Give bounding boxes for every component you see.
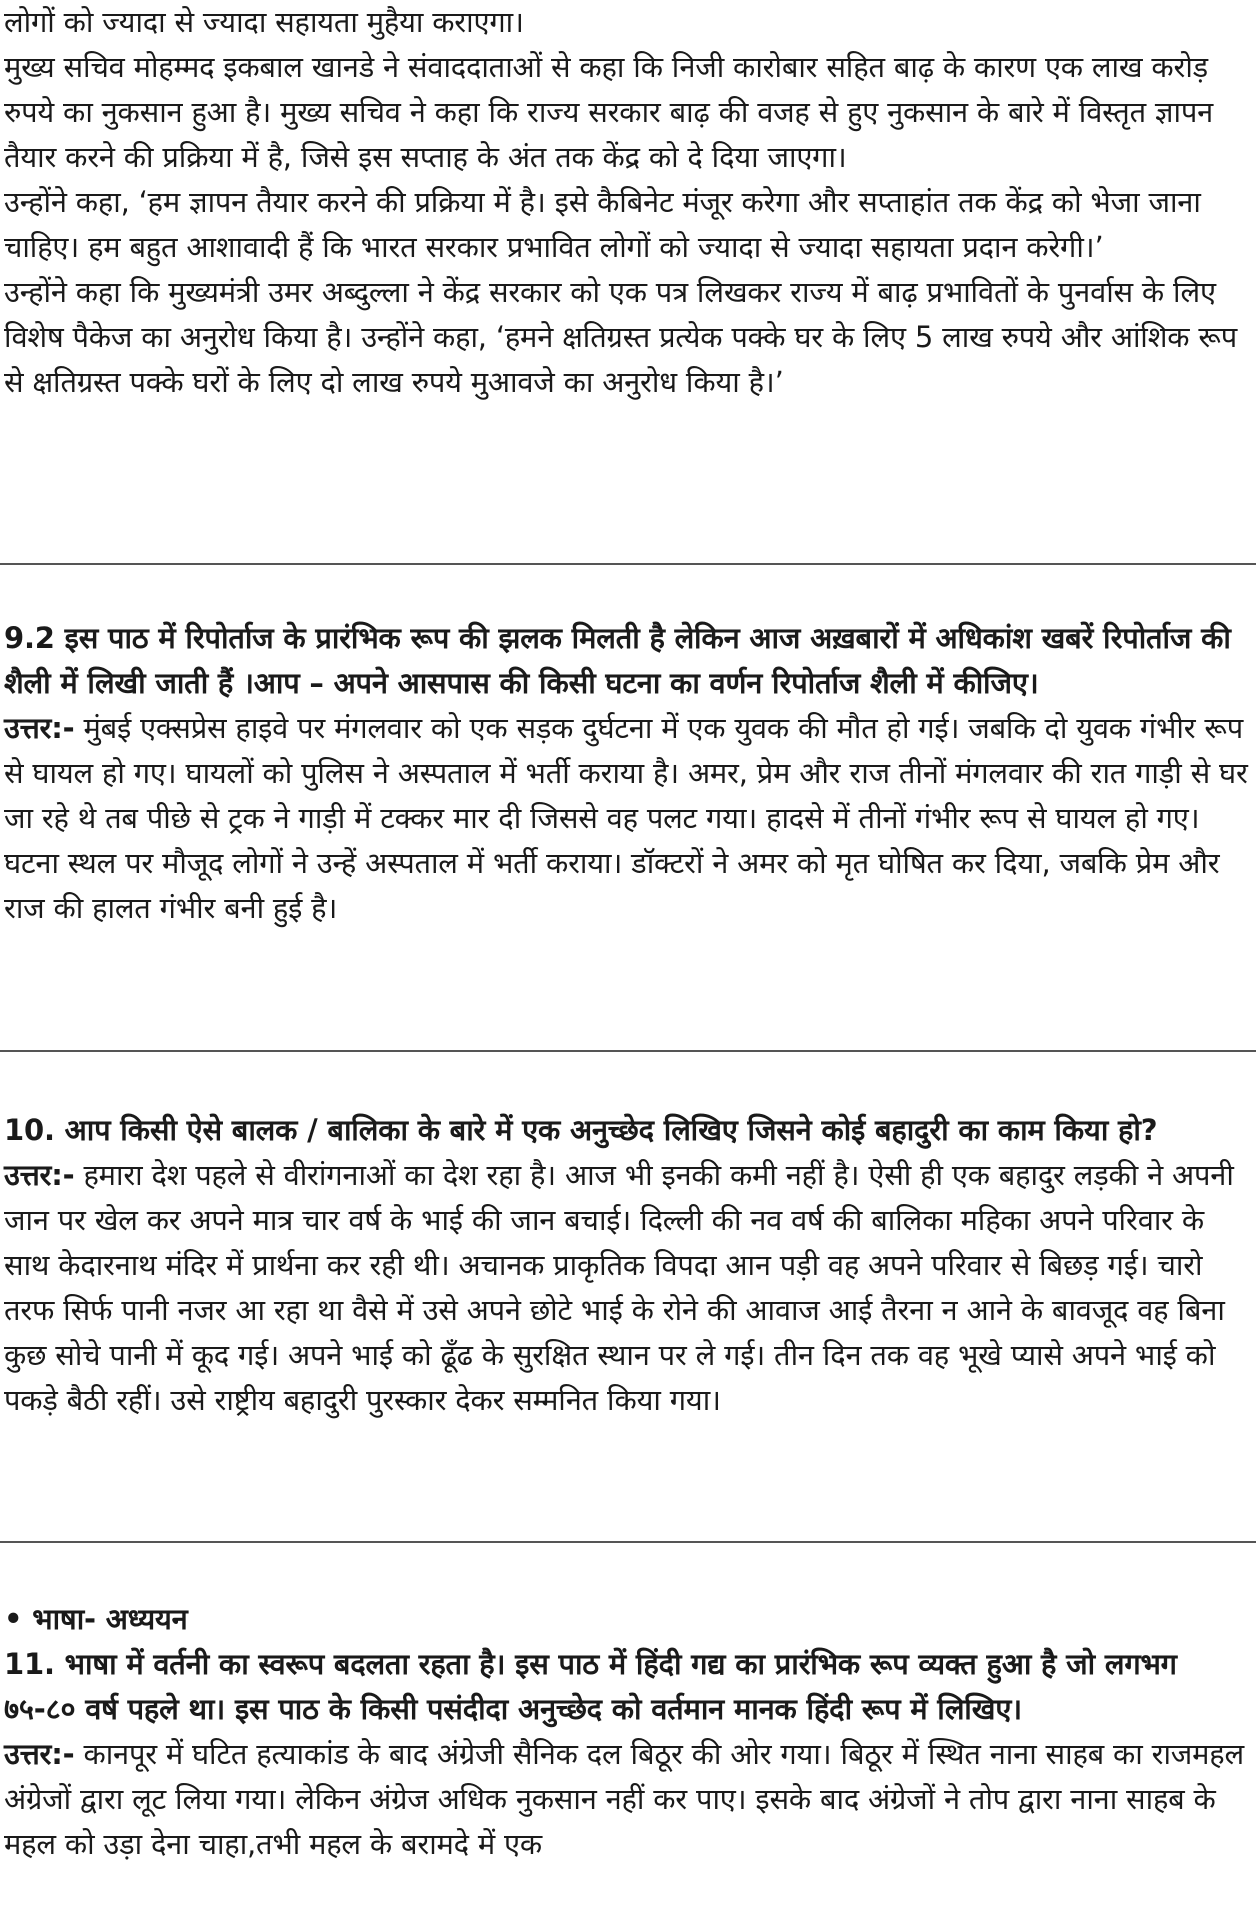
answer-paragraph <box>4 1732 1248 1867</box>
answer-paragraph <box>4 706 1248 931</box>
question-9-2 <box>4 616 1248 931</box>
question-11 <box>4 1597 1248 1867</box>
paragraph: उन्होंने कहा, ‘हम ज्ञापन तैयार करने की प्रक्रिया में है। इसे कैबिनेट मंजूर करेगा और सप्ताहांत तक केंद्र को भेजा जाना चाहिए। हम बहुत आशावादी हैं कि भारत सरकार प्रभावित लोगों को ज्यादा से ज्यादा सहायता प्रदान करेगी।’ <box>4 185 1201 264</box>
section-heading: • भाषा- अध्ययन <box>4 1602 188 1636</box>
paragraph: लोगों को ज्यादा से ज्यादा सहायता मुहैया कराएगा। <box>4 5 524 39</box>
answer-label: उत्तर:- <box>4 711 75 745</box>
answer-label: उत्तर:- <box>4 1158 75 1192</box>
answer-paragraph <box>4 1153 1248 1423</box>
question-10 <box>4 1108 1248 1423</box>
question-text: 9.2 इस पाठ में रिपोर्ताज के प्रारंभिक रूप की झलक मिलती है लेकिन आज अख़बारों में अधिकांश खबरें रिपोर्ताज की शैली में लिखी जाती हैं ।आप – अपने आसपास की किसी घटना का वर्णन रिपोर्ताज शैली में कीजिए। <box>4 621 1231 700</box>
paragraph: मुख्य सचिव मोहम्मद इकबाल खानडे ने संवाददाताओं से कहा कि निजी कारोबार सहित बाढ़ के कारण एक लाख करोड़ रुपये का नुकसान हुआ है। मुख्य सचिव ने कहा कि राज्य सरकार बाढ़ की वजह से हुए नुकसान के बारे में विस्तृत ज्ञापन तैयार करने की प्रक्रिया में है, जिसे इस सप्ताह के अंत तक केंद्र को दे दिया जाएगा। <box>4 50 1213 174</box>
paragraph: उन्होंने कहा कि मुख्यमंत्री उमर अब्दुल्ला ने केंद्र सरकार को एक पत्र लिखकर राज्य में बाढ़ प्रभावितों के पुनर्वास के लिए विशेष पैकेज का अनुरोध किया है। उन्होंने कहा, ‘हमने क्षतिग्रस्त प्रत्येक पक्के घर के लिए 5 लाख रुपये और आंशिक रूप से क्षतिग्रस्त पक्के घरों के लिए दो लाख रुपये मुआवजे का अनुरोध किया है।’ <box>4 275 1238 399</box>
answer-text: कानपूर में घटित हत्याकांड के बाद अंग्रेजी सैनिक दल बिठूर की ओर गया। बिठूर में स्थित नाना साहब का राजमहल अंग्रेजों द्वारा लूट लिया गया। लेकिन अंग्रेज अधिक नुकसान नहीं कर पाए। इसके बाद अंग्रेजों ने तोप द्वारा नाना साहब के महल को उड़ा देना चाहा,तभी महल के बरामदे में एक <box>4 1737 1244 1861</box>
question-text: 11. भाषा में वर्तनी का स्वरूप बदलता रहता है। इस पाठ में हिंदी गद्य का प्रारंभिक रूप व्यक्त हुआ है जो लगभग ७५-८० वर्ष पहले था। इस पाठ के किसी पसंदीदा अनुच्छेद को वर्तमान मानक हिंदी रूप में लिखिए। <box>4 1647 1177 1726</box>
answer-text: मुंबई एक्सप्रेस हाइवे पर मंगलवार को एक सड़क दुर्घटना में एक युवक की मौत हो गई। जबकि दो युवक गंभीर रूप से घायल हो गए। घायलों को पुलिस ने अस्पताल में भर्ती कराया है। अमर, प्रेम और राज तीनों मंगलवार की रात गाड़ी से घर जा रहे थे तब पीछे से ट्रक ने गाड़ी में टक्कर मार दी जिससे वह पलट गया। हादसे में तीनों गंभीर रूप से घायल हो गए। घटना स्थल पर मौजूद लोगों ने उन्हें अस्पताल में भर्ती कराया। डॉक्टरों ने अमर को मृत घोषित कर दिया, जबकि प्रेम और राज की हालत गंभीर बनी हुई है। <box>4 711 1248 925</box>
answer-label: उत्तर:- <box>4 1737 75 1771</box>
section-divider <box>0 1050 1256 1052</box>
section-divider <box>0 563 1256 565</box>
section-top <box>4 0 1248 405</box>
answer-text: हमारा देश पहले से वीरांगनाओं का देश रहा है। आज भी इनकी कमी नहीं है। ऐसी ही एक बहादुर लड़की ने अपनी जान पर खेल कर अपने मात्र चार वर्ष के भाई की जान बचाई। दिल्ली की नव वर्ष की बालिका महिका अपने परिवार के साथ केदारनाथ मंदिर में प्रार्थना कर रही थी। अचानक प्राकृतिक विपदा आन पड़ी वह अपने परिवार से बिछड़ गई। चारो तरफ सिर्फ पानी नजर आ रहा था वैसे में उसे अपने छोटे भाई के रोने की आवाज आई तैरना न आने के बावजूद वह बिना कुछ सोचे पानी में कूद गई। अपने भाई को ढूँढ के सुरक्षित स्थान पर ले गई। तीन दिन तक वह भूखे प्यासे अपने भाई को पकड़े बैठी रहीं। उसे राष्ट्रीय बहादुरी पुरस्कार देकर सम्मनित किया गया। <box>4 1158 1234 1417</box>
section-divider <box>0 1541 1256 1543</box>
question-text: 10. आप किसी ऐसे बालक / बालिका के बारे में एक अनुच्छेद लिखिए जिसने कोई बहादुरी का काम किया हो? <box>4 1113 1158 1147</box>
